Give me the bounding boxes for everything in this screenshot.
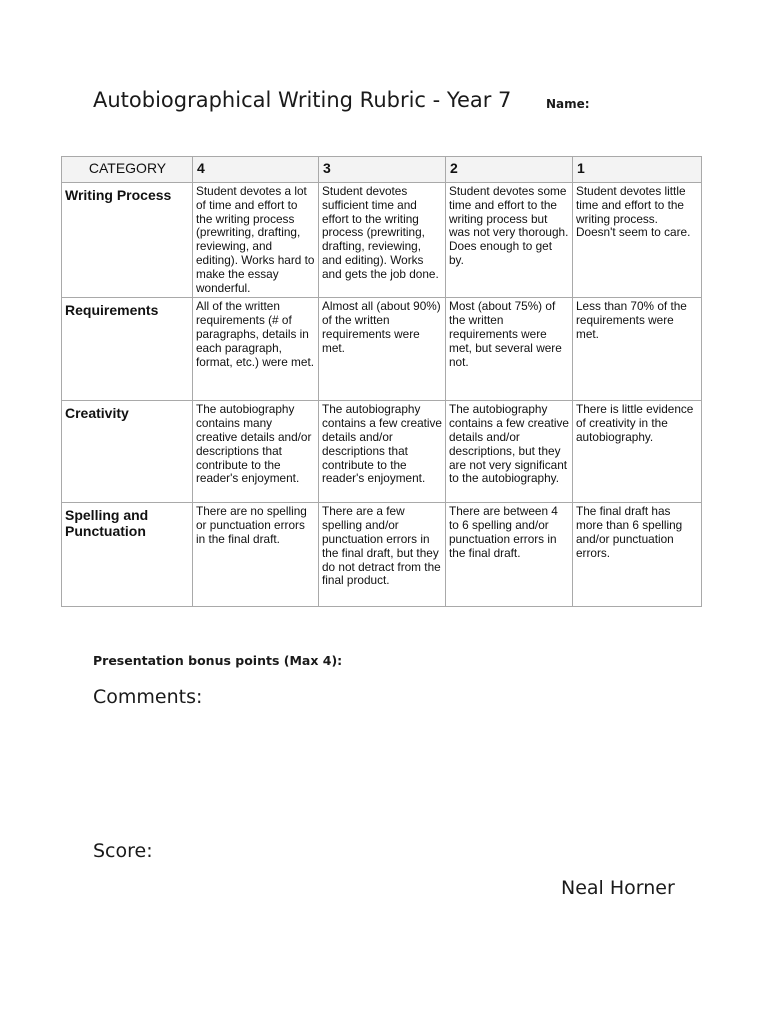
rubric-cell: Student devotes a lot of time and effort to the writing process (prewriting, drafting, reviewing, and editing). Works hard to make the essay wonderful. bbox=[193, 183, 319, 298]
name-label: Name: bbox=[546, 97, 590, 111]
rubric-cell: Almost all (about 90%) of the written requirements were met. bbox=[319, 298, 446, 401]
document-title: Autobiographical Writing Rubric - Year 7 bbox=[93, 88, 512, 112]
rubric-cell: There are between 4 to 6 spelling and/or punctuation errors in the final draft. bbox=[446, 503, 573, 607]
header-level-1: 1 bbox=[573, 157, 702, 183]
table-row bbox=[62, 183, 702, 298]
rubric-cell: There are no spelling or punctuation errors in the final draft. bbox=[193, 503, 319, 607]
category-requirements: Requirements bbox=[62, 298, 193, 401]
rubric-cell: Less than 70% of the requirements were met. bbox=[573, 298, 702, 401]
rubric-cell: The autobiography contains many creative details and/or descriptions that contribute to the reader's enjoyment. bbox=[193, 401, 319, 503]
table-row bbox=[62, 298, 702, 401]
header-category: CATEGORY bbox=[62, 157, 193, 183]
category-creativity: Creativity bbox=[62, 401, 193, 503]
header-level-4: 4 bbox=[193, 157, 319, 183]
rubric-cell: The final draft has more than 6 spelling and/or punctuation errors. bbox=[573, 503, 702, 607]
rubric-header-row bbox=[62, 157, 702, 183]
rubric-cell: The autobiography contains a few creative details and/or descriptions, but they are not very significant to the autobiography. bbox=[446, 401, 573, 503]
rubric-table bbox=[61, 156, 702, 607]
comments-label: Comments: bbox=[93, 686, 203, 708]
rubric-cell: There is little evidence of creativity in the autobiography. bbox=[573, 401, 702, 503]
rubric-cell: Student devotes sufficient time and effort to the writing process (prewriting, drafting, reviewing, and editing). Works and gets the job done. bbox=[319, 183, 446, 298]
header-level-2: 2 bbox=[446, 157, 573, 183]
bonus-points-label: Presentation bonus points (Max 4): bbox=[93, 653, 343, 668]
category-writing-process: Writing Process bbox=[62, 183, 193, 298]
author-name: Neal Horner bbox=[561, 877, 675, 899]
rubric-cell: There are a few spelling and/or punctuation errors in the final draft, but they do not detract from the final product. bbox=[319, 503, 446, 607]
rubric-cell: Most (about 75%) of the written requirements were met, but several were not. bbox=[446, 298, 573, 401]
category-spelling-punctuation: Spelling and Punctuation bbox=[62, 503, 193, 607]
rubric-cell: The autobiography contains a few creative details and/or descriptions that contribute to the reader's enjoyment. bbox=[319, 401, 446, 503]
table-row bbox=[62, 401, 702, 503]
rubric-cell: Student devotes little time and effort to the writing process. Doesn't seem to care. bbox=[573, 183, 702, 298]
score-label: Score: bbox=[93, 840, 153, 862]
rubric-cell: Student devotes some time and effort to the writing process but was not very thorough. Does enough to get by. bbox=[446, 183, 573, 298]
rubric-cell: All of the written requirements (# of paragraphs, details in each paragraph, format, etc.) were met. bbox=[193, 298, 319, 401]
table-row bbox=[62, 503, 702, 607]
header-level-3: 3 bbox=[319, 157, 446, 183]
